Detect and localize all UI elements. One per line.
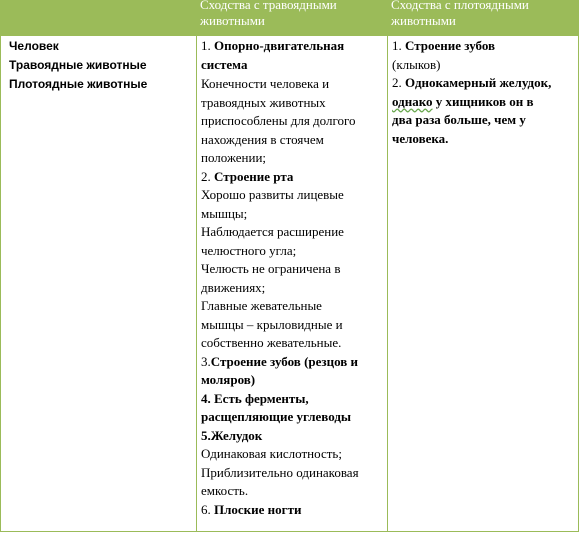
header-carnivore-line2: животными: [391, 13, 456, 28]
herb-section-4-title: 4. Есть ферменты,: [201, 390, 309, 406]
herb-s1-text: травоядных животных: [201, 94, 326, 110]
carn-s1-title-b: (клыков): [392, 56, 441, 72]
herb-s1-text: нахождения в стоячем: [201, 131, 324, 147]
header-cell-herbivore: [196, 0, 387, 36]
column-divider: [387, 36, 388, 532]
herb-section-3-title: [201, 353, 385, 372]
herb-s1-title-a: Опорно-двигательная: [214, 38, 345, 53]
header-cell-carnivore: [387, 0, 579, 36]
herb-s1-text: Конечности человека и: [201, 76, 330, 91]
herb-s3-title-b: моляров): [201, 372, 256, 387]
herb-s1-num: 1.: [201, 38, 214, 53]
herb-s2-item: мышцы;: [201, 205, 248, 221]
herb-s5-item: Приблизительно одинаковая: [201, 464, 359, 480]
carn-s2-line-b: [392, 93, 577, 112]
herb-s6-title: Плоские ногти: [214, 501, 302, 517]
carn-s2-line-d: человека.: [392, 130, 449, 146]
carn-s2-wavy-word: однако: [392, 93, 433, 109]
herbivore-column: [201, 37, 385, 519]
header-herbivore-line1: Сходства с травоядными: [200, 0, 337, 12]
herb-s2-item: Наблюдается расширение: [201, 224, 344, 239]
herb-s1-title-b: система: [201, 56, 248, 72]
header-carnivore-line1: Сходства с плотоядными: [391, 0, 529, 12]
herb-s2-item: челюстного угла;: [201, 242, 297, 258]
herb-section-1-title: [201, 37, 385, 56]
carn-s2-line-c: два раза больше, чем у: [392, 112, 526, 127]
herb-s5-item: Одинаковая кислотность;: [201, 446, 342, 461]
herb-s3-title: Строение зубов (резцов и: [210, 353, 359, 369]
carn-s1-num: 1.: [392, 38, 405, 53]
subject-carnivores: Плотоядные животные: [9, 77, 148, 91]
herb-section-6-title: [201, 501, 385, 520]
column-divider: [196, 36, 197, 532]
herb-s6-num: 6.: [201, 501, 214, 517]
herb-s5-item: емкость.: [201, 483, 249, 498]
herb-s2-item: мышцы – крыловидные и: [201, 316, 343, 332]
herb-s2-title: Строение рта: [214, 168, 294, 184]
herb-s1-text: приспособлены для долгого: [201, 113, 356, 128]
herb-s2-num: 2.: [201, 168, 214, 184]
subject-herbivores: Травоядные животные: [9, 58, 147, 72]
carn-section-2-title: [392, 74, 577, 93]
subjects-column: [9, 37, 194, 94]
herb-s2-item: Челюсть не ограничена в: [201, 261, 341, 276]
carn-section-1-title: [392, 37, 577, 56]
subject-human: Человек: [9, 39, 59, 53]
carn-s2-rest: у хищников он в: [432, 93, 534, 109]
carn-s2-num: 2.: [392, 75, 405, 90]
herb-s2-item: Хорошо развиты лицевые: [201, 187, 344, 202]
herb-s2-item: Главные жевательные: [201, 298, 322, 313]
herb-s2-item: движениях;: [201, 279, 266, 295]
carnivore-column: [392, 37, 577, 148]
header-herbivore-line2: животными: [200, 13, 265, 28]
header-cell-subject: [0, 0, 196, 36]
herb-section-5-title: 5.Желудок: [201, 427, 263, 443]
herb-section-2-title: [201, 168, 385, 187]
herb-s3-num: 3.: [201, 353, 211, 369]
herb-s4-title-b: расщепляющие углеводы: [201, 409, 352, 424]
herb-s2-item: собственно жевательные.: [201, 335, 342, 350]
carn-s1-title: Строение зубов: [405, 38, 496, 53]
carn-s2-title: Однокамерный желудок,: [405, 75, 552, 90]
herb-s1-text: положении;: [201, 150, 267, 165]
